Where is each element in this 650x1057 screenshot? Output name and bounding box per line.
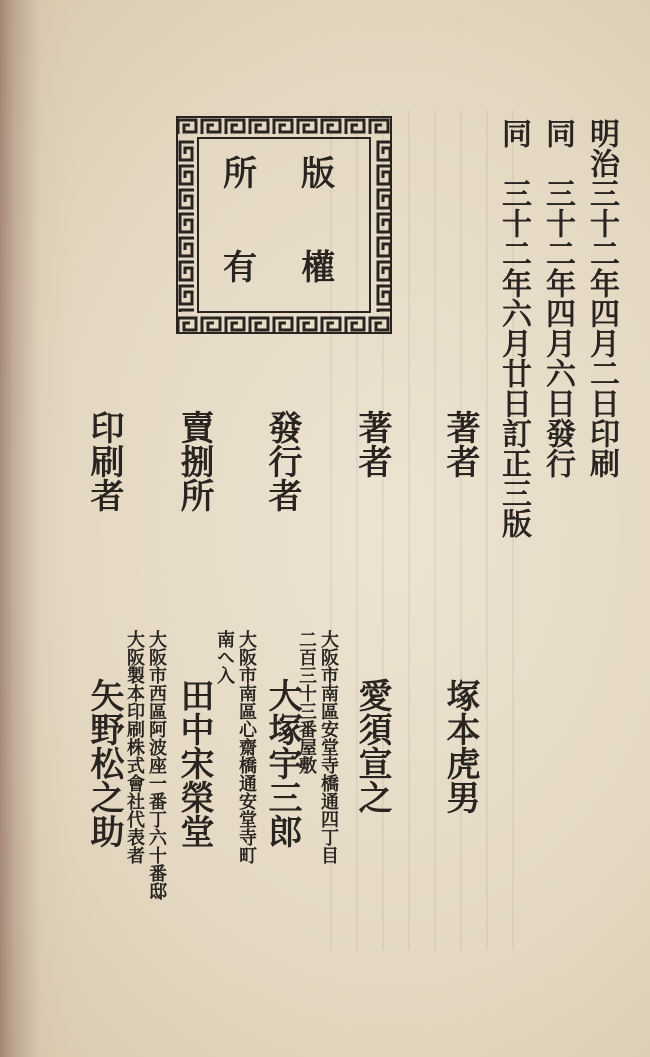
publication-date: 同 三十二年四月六日發行: [540, 118, 575, 478]
printer-address-line-2: 大阪製本印刷株式會社代表者: [124, 630, 145, 864]
distributor-address-line-1: 大阪市南區心齋橋通安堂寺町: [236, 630, 257, 864]
distributor-address-line-2: 南へ入: [214, 630, 235, 684]
author-1-name: 塚本虎男: [440, 678, 480, 814]
printing-date: 明治三十二年四月二日印刷: [584, 118, 619, 478]
distributor-name: 田中宋榮堂: [174, 678, 214, 848]
publisher-address-line-1: 大阪市南區安堂寺橋通四丁目: [318, 630, 339, 864]
publisher-name: 大塚宇三郎: [262, 678, 302, 848]
revised-edition-date: 同 三十二年六月廿日訂正三版: [496, 118, 531, 538]
role-author-2: 著者: [352, 410, 392, 478]
copyright-seal: [176, 116, 392, 334]
role-distributor: 賣捌所: [174, 410, 214, 512]
publisher-address-line-2: 二百三十三番屋敷: [296, 630, 317, 774]
seal-char-3: 所: [223, 154, 257, 194]
role-author-1: 著者: [440, 410, 480, 478]
author-2-name: 愛須宣之: [352, 678, 392, 814]
role-printer: 印刷者: [84, 410, 124, 512]
printer-name: 矢野松之助: [84, 678, 124, 848]
printer-address-line-1: 大阪市西區阿波座一番丁六十番邸: [146, 630, 167, 900]
seal-char-2: 權: [301, 248, 335, 288]
seal-char-4: 有: [223, 248, 257, 288]
seal-char-1: 版: [301, 154, 335, 194]
role-publisher: 發行者: [262, 410, 302, 512]
meander-border-icon: [176, 116, 392, 334]
